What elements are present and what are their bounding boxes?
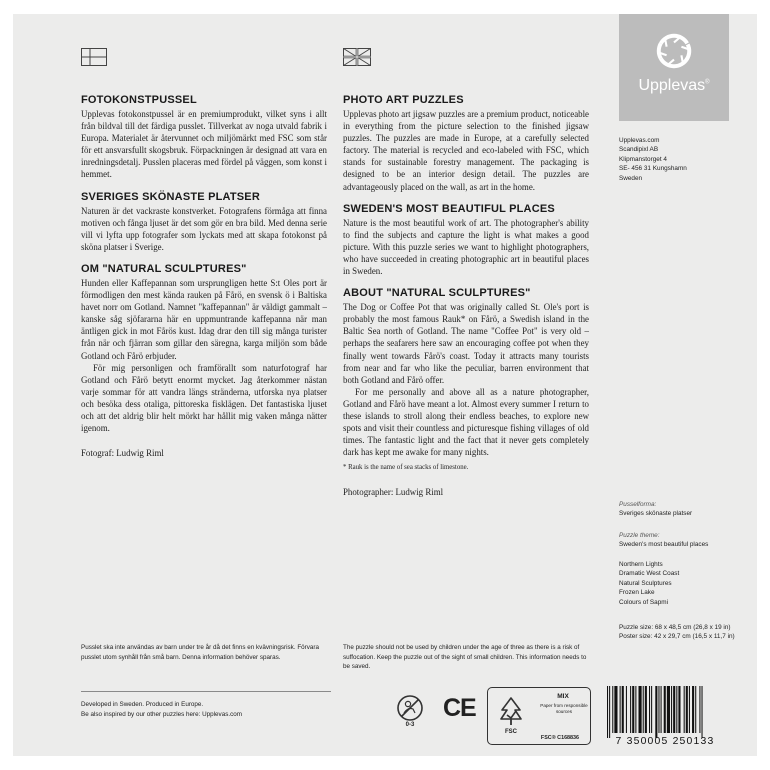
barcode-bar: [635, 686, 636, 733]
footnote: * Rauk is the name of sea stacks of limestone.: [343, 464, 469, 472]
barcode-bar: [695, 686, 696, 733]
age-warning-label: 0-3: [405, 722, 415, 728]
series-titles-list: [619, 560, 754, 607]
fsc-mix: MIX: [557, 693, 569, 700]
barcode-bar: [620, 686, 621, 733]
section-most-beautiful-places: [343, 203, 589, 277]
english-column: [343, 94, 589, 497]
barcode-bar: [661, 686, 662, 733]
barcode-bar: [658, 686, 659, 733]
section-heading: OM "NATURAL SCULPTURES": [81, 262, 247, 275]
barcode-bar: [639, 686, 642, 733]
brand-name: Upplevas®: [638, 77, 710, 94]
ce-mark: CE: [443, 694, 476, 722]
fsc-label: [487, 687, 591, 745]
section-heading: ABOUT "NATURAL SCULPTURES": [343, 287, 531, 300]
barcode-bar: [671, 686, 672, 733]
list-item: Colours of Sapmi: [619, 598, 669, 606]
age-warning-icon: [396, 694, 424, 722]
barcode-bar: [684, 686, 685, 733]
barcode-bar: [622, 686, 624, 733]
puzzle-size: Puzzle size: 68 x 48,5 cm (26,8 x 19 in): [619, 624, 731, 631]
size-info: [619, 623, 754, 642]
address-line: SE- 456 31 Kungshamn: [619, 165, 687, 173]
barcode-bar: [699, 686, 700, 733]
list-item: Northern Lights: [619, 561, 663, 568]
barcode-bar: [643, 686, 644, 733]
series-info: [619, 500, 754, 519]
list-item: Natural Sculptures: [619, 579, 672, 587]
fsc-subtitle: Paper from responsible sources: [540, 703, 588, 714]
section-about-natural-sculptures: [343, 287, 589, 473]
barcode-bar: [664, 686, 666, 733]
aperture-logo-icon: [655, 32, 693, 70]
section-paragraph: Nature is the most beautiful work of art. The photographer's ability to find the subjects and capture the light is what makes a good picture. With this puzzle series we want to highlight photographers, who have succeeded in creating photographic art in beautiful places in Sweden.: [343, 217, 589, 277]
brand-logo-box: [619, 14, 729, 121]
fsc-tree-icon: [498, 695, 524, 727]
barcode-bar: [645, 686, 647, 733]
section-paragraph: Hunden eller Kaffepannan som ursprungligen hette S:t Oles port är förmodligen den mest kända rauken på Fårö, en svensk ö i Baltiska havet norr om Gotland. Namnet "kaffepannan" är väldigt gammalt – kanske såg sjöfararna här en uppmuntrande kaffepanna när man äntligen gick in mot Fårös kust. Idag drar den till sig många turister från när och fjärran som gillar den säregna, karga miljön som både Gotland och Fårö erbjuder.: [81, 277, 327, 361]
photographer-credit: Fotograf: Ludwig Riml: [81, 448, 164, 459]
barcode-bars: [607, 686, 725, 738]
barcode-bar: [689, 686, 690, 733]
barcode-bar: [678, 686, 680, 733]
section-skonaste-platser: [81, 191, 327, 253]
uk-flag-icon: [343, 48, 371, 66]
developed-text: Developed in Sweden. Produced in Europe.: [81, 701, 204, 708]
swedish-column: [81, 94, 327, 458]
fsc-text: FSC: [505, 729, 517, 735]
barcode-bar: [626, 686, 627, 733]
safety-warning-sv: Pusslet ska inte användas av barn under tre år då det finns en kvävningsrisk. Förvara pusslet utom synhåll från små barn. Denna information behöver sparas.: [81, 644, 320, 661]
barcode-bar: [655, 686, 657, 738]
barcode-bar: [651, 686, 652, 733]
theme-label: Puzzle theme:: [619, 532, 660, 539]
safety-warning-en: The puzzle should not be used by children under the age of three as there is a risk of suffocation. Keep the puzzle out of the sight of small children. This information needs to be saved.: [343, 644, 587, 671]
address-line: Scandipixl AB: [619, 146, 659, 154]
section-photo-art-puzzles: [343, 94, 589, 193]
series-value: Sveriges skönaste platser: [619, 510, 693, 518]
section-paragraph: For me personally and above all as a nature photographer, Gotland and Fårö have meant a lot. Almost every summer I return to these islands to stroll along their endless beaches, to explore new spots and visit their countless and picturesque fishing villages of old times. The fantastic light and the fact that it never gets completely dark has kept me awake for many nights.: [343, 386, 589, 458]
barcode-bar: [607, 686, 608, 738]
barcode-bar: [692, 686, 694, 733]
divider: [81, 691, 331, 692]
poster-size: Poster size: 42 x 29,7 cm (16,5 x 11,7 in): [619, 633, 735, 641]
fsc-code: FSC® C168836: [540, 735, 580, 741]
barcode-bar: [632, 686, 634, 733]
section-heading: SWEDEN'S MOST BEAUTIFUL PLACES: [343, 202, 555, 215]
address-line: Sweden: [619, 174, 643, 182]
section-om-natural-sculptures: [81, 263, 327, 434]
barcode-bar: [676, 686, 677, 733]
section-paragraph: Naturen är det vackraste konstverket. Fotografens förmåga att finna motiven och fånga ljuset är det som gör en bra bild. Med denna serie vill vi lyfta upp fotografer som lyckats med att skapa fotokonst på sköna platser i Sverige.: [81, 205, 327, 252]
barcode-bar: [614, 686, 617, 733]
barcode-bar: [630, 686, 631, 733]
puzzle-box-back: [13, 14, 757, 756]
barcode-bar: [702, 686, 703, 738]
barcode-bar: [673, 686, 675, 733]
barcode-bar: [686, 686, 688, 733]
section-heading: SVERIGES SKÖNASTE PLATSER: [81, 190, 260, 203]
section-heading: PHOTO ART PUZZLES: [343, 94, 464, 106]
series-label: Pusselforma:: [619, 501, 657, 508]
section-heading: FOTOKONSTPUSSEL: [81, 94, 197, 106]
barcode-bar: [667, 686, 670, 733]
barcode-number: 7 350005 250133: [615, 736, 715, 747]
barcode: [601, 686, 729, 748]
barcode-bar: [649, 686, 650, 733]
address-line: Klipmanstorget 4: [619, 155, 667, 163]
section-fotokonstpussel: [81, 94, 327, 181]
section-paragraph: Upplevas fotokonstpussel är en premiumprodukt, vilket syns i allt från bildval till det färdiga pusslet. Tillverkat av noga utvald fabrik i Europa. Materialet är återvunnet och miljömärkt med FSC som står för ett ansvarsfullt skogsbruk. Förpackningen är designad att vara en inredningsdetalj. Pusslen placeras med fördel på väggen, som konst i hemmet.: [81, 109, 327, 180]
list-item: Frozen Lake: [619, 589, 655, 597]
production-info: [81, 700, 331, 719]
theme-info: [619, 531, 754, 550]
barcode-bar: [609, 686, 610, 738]
list-item: Dramatic West Coast: [619, 570, 680, 578]
address-line: Upplevas.com: [619, 137, 660, 144]
photographer-credit: Photographer: Ludwig Riml: [343, 486, 444, 497]
theme-value: Sweden's most beautiful places: [619, 541, 709, 549]
section-paragraph: Upplevas photo art jigsaw puzzles are a premium product, noticeable in everything from the picture selection to the finished jigsaw puzzles. The puzzles are made in Europe, at a carefully selected factory. The material is recycled and eco-labeled with FSC, which stands for sustainable forestry management. The packaging is designed to be an interior design detail. The puzzles are advantageously placed on the wall, as art in the home.: [343, 109, 589, 192]
company-address: [619, 136, 749, 183]
barcode-bar: [612, 686, 613, 733]
section-paragraph: The Dog or Coffee Pot that was originally called St. Ole's port is probably the most famous Rauk* on Fårö, a Swedish island in the Baltic Sea north of Gotland. The name "Coffee Pot" is very old – perhaps the seafarers here saw an encouraging coffee pot when they finally went towards Fårö's coast. Today it attracts many tourists from near and far who like the peculiar, barren environment that both Gotland and Fårö offer.: [343, 302, 589, 385]
section-paragraph: För mig personligen och framförallt som naturfotograf har Gotland och Fårö betytt enormt mycket. Jag återkommer nästan varje sommar för att vandra längs stränderna, utforska nya platser och besöka dess otaliga, pittoreska fisklägen. Det fantastiska ljuset och att det aldrig blir helt mörkt har hållit mig vaken många nätter igenom.: [81, 362, 327, 434]
inspired-text: Be also inspired by our other puzzles here: Upplevas.com: [81, 710, 243, 718]
swedish-flag-icon: [81, 48, 107, 66]
